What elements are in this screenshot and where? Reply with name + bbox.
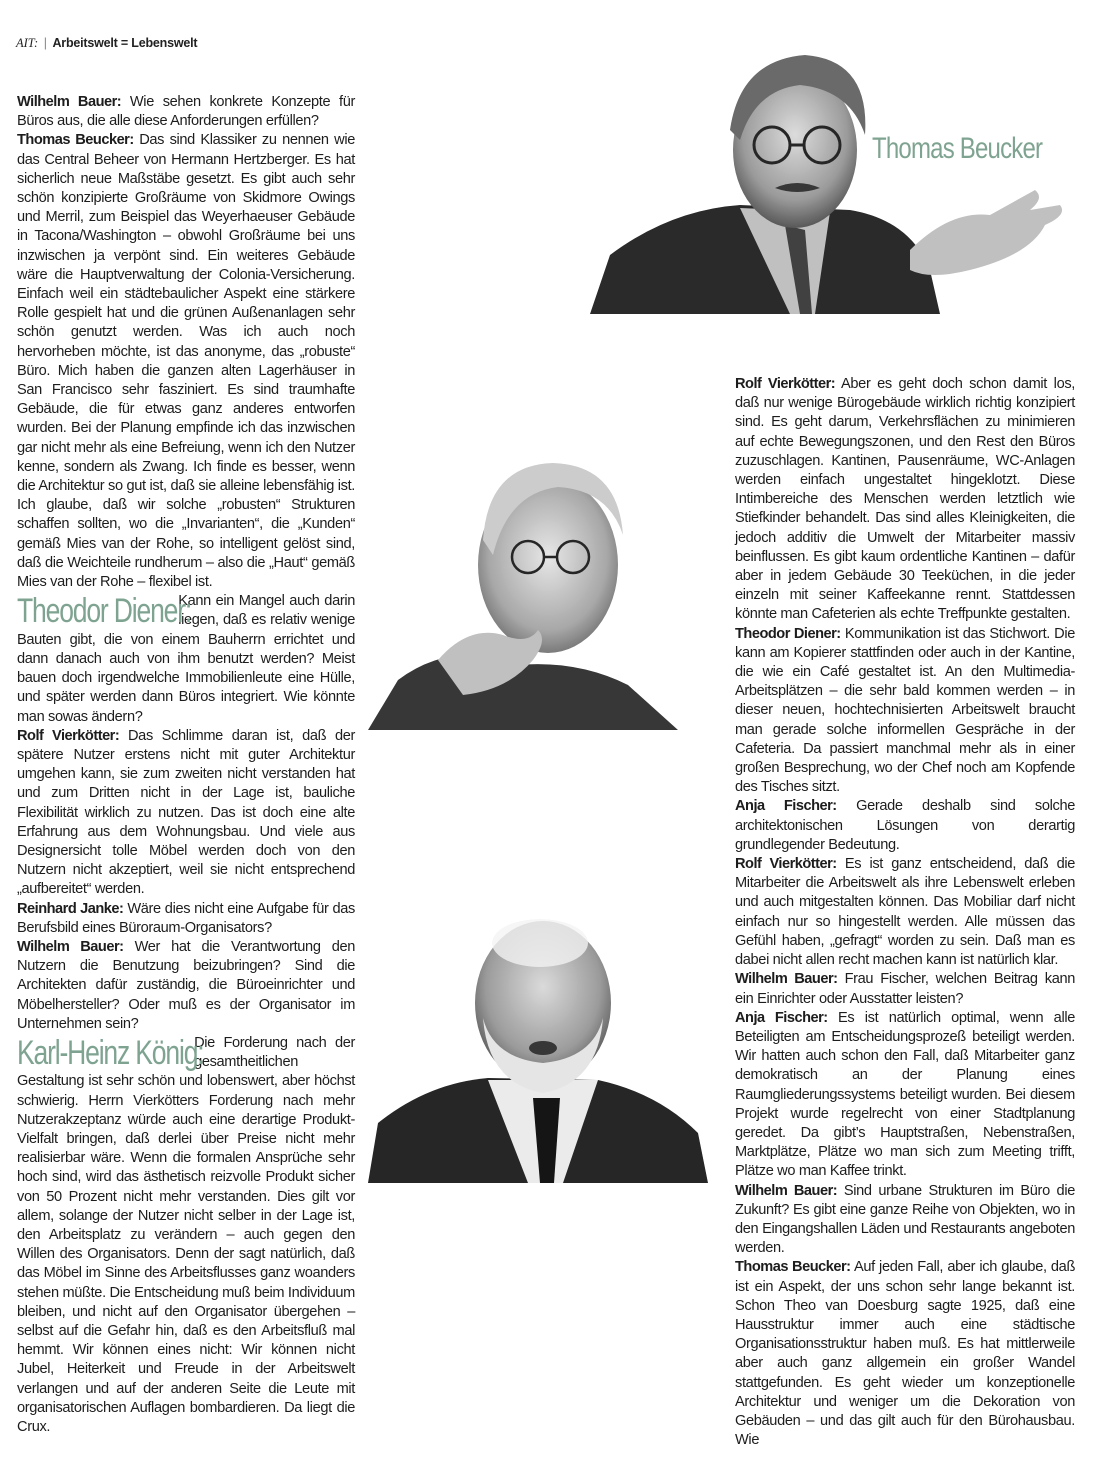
paragraph (735, 1258, 1075, 1450)
magazine-label: AIT: (16, 36, 39, 50)
paragraph-text: Frau Fischer, welchen Beitrag kann ein Einrichter oder Ausstatter leisten? (735, 971, 1075, 1007)
side-name-thomas-beucker: Thomas Beucker (872, 132, 1043, 165)
speaker-name: Wilhelm Bauer: (735, 1182, 838, 1199)
paragraph (17, 900, 355, 938)
left-text-column (17, 93, 355, 1437)
speaker-name: Wilhelm Bauer: (17, 938, 124, 955)
paragraph-text: Kommunikation ist das Stichwort. Die kann am Kopierer stattfinden oder auch in der Kantine, die wie ein Café gestaltet ist. An den Multimedia-Arbeitsplätzen – die sehr bald kommen werden – in dieser neuen, hochtechnisierten Arbeitswelt braucht man gerade solche informellen Gespräche in der Cafeteria. Da passiert manchmal mehr als in einer großen Besprechung, wo der Chef noch am Kopfende des Tisches sitzt. (735, 625, 1075, 796)
paragraph-text: Die Forderung nach der gesamtheitlichen Gestaltung ist sehr schön und lobenswert, aber höchst schwierig. Herrn Vierkötters Forderung nach mehr Nutzerakzeptanz würde auch eine derartige Produkt-Vielfalt bringen, daß derlei über Preise nicht mehr realisierbar wäre. Wenn die formalen Ansprüche sehr hoch sind, wird das ästhetisch reizvolle Produkt sicher von 50 Prozent nicht mehr verstanden. Dies gilt vor allem, solange der Nutzer nicht selber in der Lage ist, den Arbeitsplatz zu verändern – auch gegen den Willen des Organisators. Denn der sagt natürlich, daß das Möbel im Sinne des Arbeitsflusses ganz woanders stehen müßte. Die Entscheidung muß beim Individuum bleiben, und nicht auf den Organisator übergehen – selbst auf die Gefahr hin, daß es den Arbeitsfluß mal hemmt. Wir können eines nicht: Wir können nicht Jubel, Heiterkeit und Freude in der Arbeitswelt verlangen und auf der anderen Seite die Leute mit organisatorischen Auflagen bombardieren. Da liegt die Crux. (17, 1034, 355, 1436)
running-header (16, 36, 197, 51)
paragraph-text: Das sind Klassiker zu nennen wie das Central Beheer von Hermann Hertzberger. Es hat sicherlich neue Maßstäbe gesetzt. Es gibt auch sehr schön konzipierte Großräume von Skidmore Owings und Merril, zum Beispiel das Weyerhaeuser Gebäude in Tacona/Washington – obwohl Großräume bei uns inzwischen ja verpönt sind. Ein weiteres Gebäude wäre die Hauptverwaltung der Colonia-Versicherung. Einfach weil ein städtebaulicher Aspekt eine stärkere Rolle gespielt hat und die grünen Außenanlagen sehr schön genutzt werden. Was ich auch noch hervorheben möchte, ist das anonyme, das „robuste“ Büro. Mich haben die ganzen alten Lagerhäuser in San Francisco sehr fasziniert. Es sind traumhafte Gebäude, die für etwas ganz anderes entworfen wurden. Bei der Planung empfinde ich das inzwischen gar nicht mehr als eine Befreiung, wenn ich den Nutzer kenne, sondern als Zwang. Ich finde es besser, wenn die Architektur so gut ist, daß sie alleine lebensfähig ist. Ich glaube, daß wir solche „robusten“ Strukturen schaffen sollten, wo die „Invarianten“, die „Kunden“ gemäß Mies van der Rohe, so intelligent gelöst sind, daß die Weichteile rundherum – also die „Haut“ gemäß Mies van der Rohe – flexibel ist. (17, 132, 356, 591)
paragraph-text: Auf jeden Fall, aber ich glaube, daß ist ein Aspekt, der uns schon sehr lange bekannt ist. Schon Theo van Doesburg sagte 1925, daß eine Hausstruktur immer auch eine städtische Organisationsstruktur haben muß. Es hat mittlerweile aber auch ganz allgemein ein großer Wandel stattgefunden. Es geht wieder um konzeptionelle Architektur und weniger um die Dekoration von Gebäuden – und das gilt auch für den Bürohausbau. Wie (735, 1259, 1076, 1449)
paragraph (17, 93, 355, 131)
paragraph-text: Sind urbane Strukturen im Büro die Zukunft? Es gibt eine ganze Reihe von Objekten, wo in den Eingangshallen Läden und Restaurants angeboten werden. (735, 1182, 1075, 1257)
paragraph (17, 1034, 355, 1437)
paragraph-text: Wer hat die Verantwortung den Nutzern die Benutzung beizubringen? Sind die Architekten dafür zuständig, die Büroeinrichter und Möbelhersteller? Oder muß es der Organisator im Unternehmen sein? (17, 938, 355, 1032)
paragraph-text: Gerade deshalb sind solche architektonischen Lösungen von derartig grundlegender Bedeutung. (735, 798, 1075, 853)
large-speaker-name-karl-heinz-koenig: Karl-Heinz König: (17, 1033, 204, 1072)
speaker-name: Thomas Beucker: (17, 132, 134, 149)
speaker-name: Wilhelm Bauer: (17, 94, 122, 110)
header-separator: | (43, 36, 47, 50)
speaker-name: Wilhelm Bauer: (735, 971, 838, 988)
photo-thomas-beucker (590, 40, 1070, 314)
paragraph (17, 131, 355, 592)
speaker-name: Rolf Vierkötter: (735, 376, 836, 392)
speaker-name: Reinhard Janke: (17, 900, 124, 917)
paragraph (735, 375, 1075, 625)
paragraph (735, 855, 1075, 970)
speaker-name: Anja Fischer: (735, 798, 837, 815)
paragraph-text: Es ist natürlich optimal, wenn alle Beteiligten am Entscheidungsprozeß beteiligt werden. Wir hatten auch schon den Fall, daß Mitarbeiter ganz demokratisch an der Planung eines Raumgliederungssystems beteiligt wurden. Bei diesem Projekt wurde regelrecht von einer Stadtplanung geredet. Da gibt’s Hauptstraßen, Nebenstraßen, Marktplätze, Plätze wo man sich zum Meeting trifft, Plätze wo man Kaffee trinkt. (735, 1009, 1075, 1180)
large-speaker-name-theodor-diener: Theodor Diener: (17, 592, 192, 631)
paragraph-text: Es ist ganz entscheidend, daß die Mitarbeiter die Arbeitswelt als ihre Lebenswelt erleben und auch mitgestalten können. Das Mobiliar darf nicht einfach nur so hingestellt werden. Alle müssen das Gefühl haben, „gefragt“ worden zu sein. Daß man es dabei nicht allen recht machen kann ist natürlich klar. (735, 856, 1075, 969)
right-text-column (735, 375, 1075, 1450)
paragraph-text: Aber es geht doch schon damit los, daß nur wenige Bürogebäude wirklich richtig konzipiert sind. Es geht darum, Verkehrsflächen zu minimieren auf echte Bewegungszonen, und den Rest den Büros zuzuschlagen. Kantinen, Pausenräume, WC-Anlagen werden einfach ungestaltet hingeklotzt. Diese Intimbereiche des Menschen werden letztlich wie Stiefkinder behandelt. Das sind alles Kleinigkeiten, die jedoch additiv die Umwelt der Mitarbeiter massiv beinflussen. Es gibt kaum ordentliche Kantinen – dafür aber in jedem Gebäude 30 Teeküchen, in die jeder einzeln mit seiner Kaffeekanne rennt. Stattdessen könnte man Cafeterien als echte Treffpunkte gestalten. (735, 376, 1075, 623)
section-title: Arbeitswelt = Lebenswelt (52, 36, 198, 50)
paragraph (17, 592, 355, 726)
paragraph-text: Das Schlimme daran ist, daß der spätere Nutzer erstens nicht mit guter Architektur umgehen kann, sie zum zweiten nicht verstanden hat und zum Dritten nicht in der Lage ist, bauliche Flexibilität wirklich zu nutzen. Das ist doch eine alte Erfahrung aus dem Wohnungsbau. Und viele aus Designersicht tolle Möbel werden doch von den Nutzern nicht akzeptiert, weil sie nicht entsprechend „aufbereitet“ werden. (17, 727, 355, 898)
paragraph-text: Kann ein Mangel auch darin liegen, daß es relativ wenige Bauten gibt, die von einem Bauherrn errichtet und dann danach auch von ihm benutzt werden? Meist bauen doch irgendwelche Immobilienleute eine Hülle, und später werden dann Büros integriert. Wie könnte man sowas ändern? (17, 593, 355, 725)
paragraph (735, 625, 1075, 798)
paragraph (735, 1009, 1075, 1182)
photo-karl-heinz-koenig (368, 898, 718, 1183)
paragraph (735, 970, 1075, 1008)
speaker-name: Rolf Vierkötter: (735, 856, 837, 873)
paragraph-text: Wäre dies nicht eine Aufgabe für das Berufsbild eines Büroraum-Organisators? (17, 900, 355, 936)
photo-theodor-diener (368, 445, 718, 730)
paragraph (17, 938, 355, 1034)
paragraph (735, 797, 1075, 855)
paragraph-text: Wie sehen konkrete Konzepte für Büros aus, die alle diese Anforderungen erfüllen? (17, 94, 355, 130)
speaker-name: Theodor Diener: (735, 625, 841, 642)
speaker-name: Rolf Vierkötter: (17, 727, 120, 744)
speaker-name: Thomas Beucker: (735, 1259, 851, 1276)
paragraph (17, 727, 355, 900)
speaker-name: Anja Fischer: (735, 1009, 828, 1026)
paragraph (735, 1182, 1075, 1259)
